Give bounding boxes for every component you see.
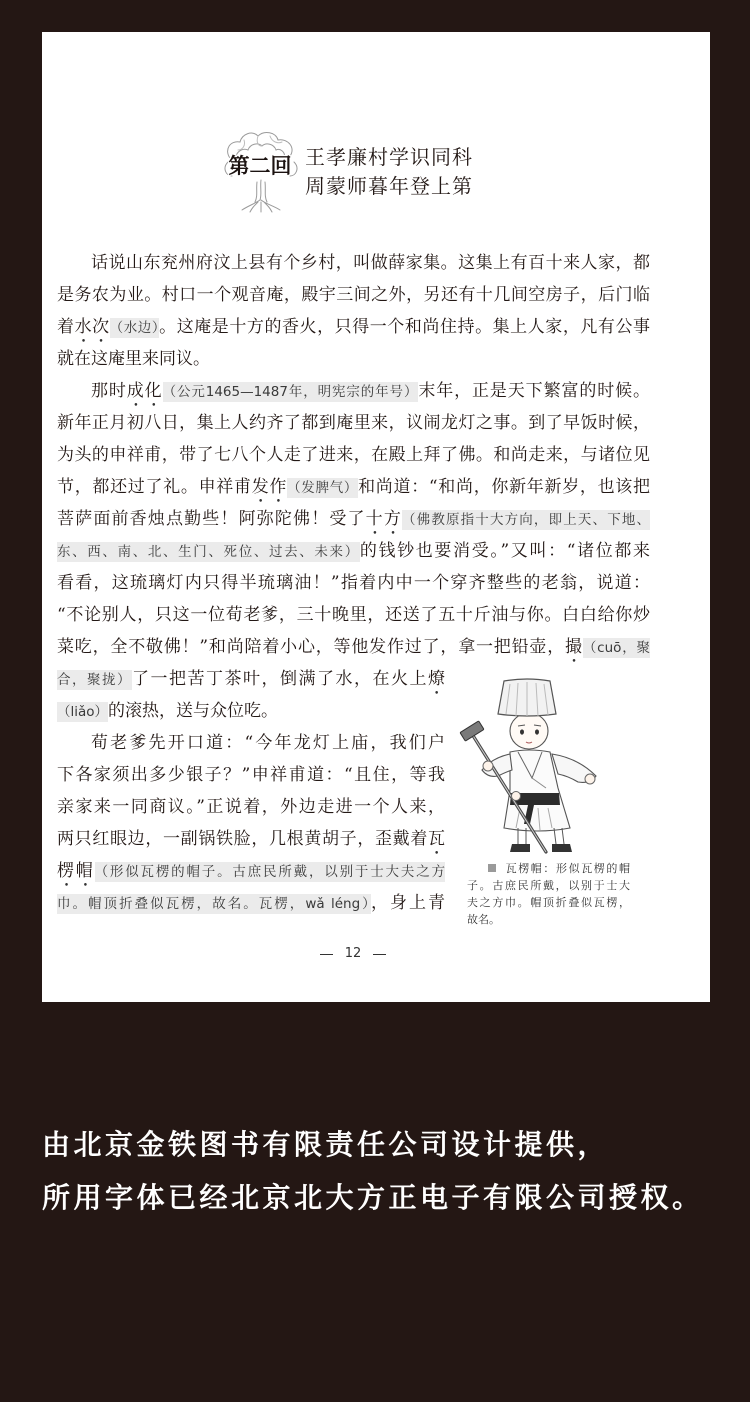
text-run: 话说山东兖州府汶上县有个乡村，叫做薛家集。这集上有百十来人家，都 [91,253,650,273]
text-run: 两只红眼边，一副锅铁脸，几根黄胡子，歪戴着 [57,829,428,849]
text-line [57,567,650,599]
text-line [57,759,445,791]
emphasized-word: 水次 [74,317,110,337]
text-run: 菜吃，全不敬佛！”和尚陪着小心，等他发作过了，拿一把铅壶， [57,637,566,657]
text-run: 的滚热，送与众位吃。 [108,701,279,721]
annotation-note: （发脾气） [287,480,359,496]
emphasized-word: 瓦 [428,829,445,849]
text-run: “不论别人，只这一位荀老爹，三十晚里，还送了五十斤油与你。白白给你炒 [57,605,650,625]
text-run: 亲家来一同商议。”正说着，外边走进一个人来， [57,797,445,817]
text-run: 着 [57,317,75,337]
caption-line: 故名。 [467,913,500,926]
page-number [293,945,413,963]
chapter-title-line-2: 周蒙师暮年登上第 [305,174,473,198]
text-run: 的钱钞也要消受。”又叫：“诸位都来 [359,541,650,561]
caption-line: 夫之方巾。帽顶折叠似瓦楞， [467,896,630,909]
text-run: 就在这庵里来同议。 [57,349,210,369]
annotation-note: （佛教原指十大方向，即上天、下地、 [402,512,650,528]
chapter-title-line-1: 王孝廉村学识同科 [305,145,473,169]
text-line [57,727,445,759]
text-run: 为头的申祥甫，带了七八个人走了进来，在殿上拜了佛。和尚走来，与诸位见 [57,445,650,465]
page-number-value: 12 [344,946,362,961]
text-run: 节，都还过了礼。申祥甫 [57,477,252,497]
page-number-dash-left [320,954,333,955]
text-line [57,311,650,343]
annotation-note: 东、西、南、北、生门、死位、过去、未来） [57,544,360,560]
text-line [57,823,445,855]
emphasized-word: 成化 [126,381,163,401]
text-run: 是务农为业。村口一个观音庵，殿宇三间之外，另还有十几间空房子，后门临 [57,285,650,305]
text-line [57,663,445,695]
caption-line-text: 瓦楞帽：形似瓦楞的帽 [504,862,630,875]
text-line [57,279,650,311]
text-run: 新年正月初八日，集上人约齐了都到庵里来，议闹龙灯之事。到了早饭时候， [57,413,650,433]
caption-line: 子。古庶民所戴，以别于士大 [467,879,630,892]
square-bullet-icon [488,864,496,872]
emphasized-word: 十方 [365,509,402,529]
text-run: 那时 [91,381,127,401]
text-run: 和尚道：“和尚，你新年新岁，也该把 [358,477,650,497]
paragraph [57,375,650,727]
credit-line-1: 由北京金铁图书有限责任公司设计提供， [42,1128,610,1161]
annotation-note: （水边） [109,320,160,336]
text-line [57,855,445,887]
text-line [57,439,650,471]
text-line [57,343,650,375]
text-line [57,791,445,823]
annotation-note: （形似瓦楞的帽子。古庶民所戴，以别于士大夫之方 [94,864,445,880]
annotation-note: （cuō，聚 [582,640,650,656]
credit-line-2: 所用字体已经北京北大方正电子有限公司授权。 [42,1181,704,1214]
wa-leng-hat-figure-icon [458,678,603,858]
text-line [57,599,650,631]
figure-caption [467,860,630,928]
text-line [57,503,650,535]
chapter-number: 第二回 [228,154,292,178]
text-line [57,247,650,279]
emphasized-word: 燎 [428,669,445,689]
annotation-note: （liǎo） [57,704,109,720]
text-run: 了一把苦丁茶叶，倒满了水，在火上 [132,669,428,689]
text-run: 。这庵是十方的香火，只得一个和尚住持。集上人家，凡有公事 [159,317,650,337]
caption-line [467,860,630,877]
emphasized-word: 发作 [251,477,288,497]
text-run: 菩萨面前香烛点勤些！阿弥陀佛！受了 [57,509,366,529]
paragraph [57,247,650,375]
text-line [57,695,445,727]
text-line [57,631,650,663]
book-page [42,32,710,1002]
text-run: 下各家须出多少银子？”申祥甫道：“且住，等我 [57,765,445,785]
text-line [57,535,650,567]
annotation-note: 巾。帽顶折叠似瓦楞，故名。瓦楞，wǎ léng） [57,896,371,912]
text-run: 看看，这琉璃灯内只得半琉璃油！”指着内中一个穿齐整些的老翁，说道： [57,573,650,593]
text-line [57,375,650,407]
text-line [57,471,650,503]
annotation-note: （公元1465—1487年，明宪宗的年号） [162,384,419,400]
text-run: ，身上青 [370,893,445,913]
page-number-dash-right [373,954,386,955]
emphasized-word: 撮 [565,637,583,657]
emphasized-word: 楞帽 [57,861,95,881]
annotation-note: 合，聚拢） [57,672,132,688]
text-run: 荀老爹先开口道：“今年龙灯上庙，我们户 [91,733,445,753]
text-run: 末年，正是天下繁富的时候。 [418,381,650,401]
text-line [57,407,650,439]
text-line [57,887,445,919]
